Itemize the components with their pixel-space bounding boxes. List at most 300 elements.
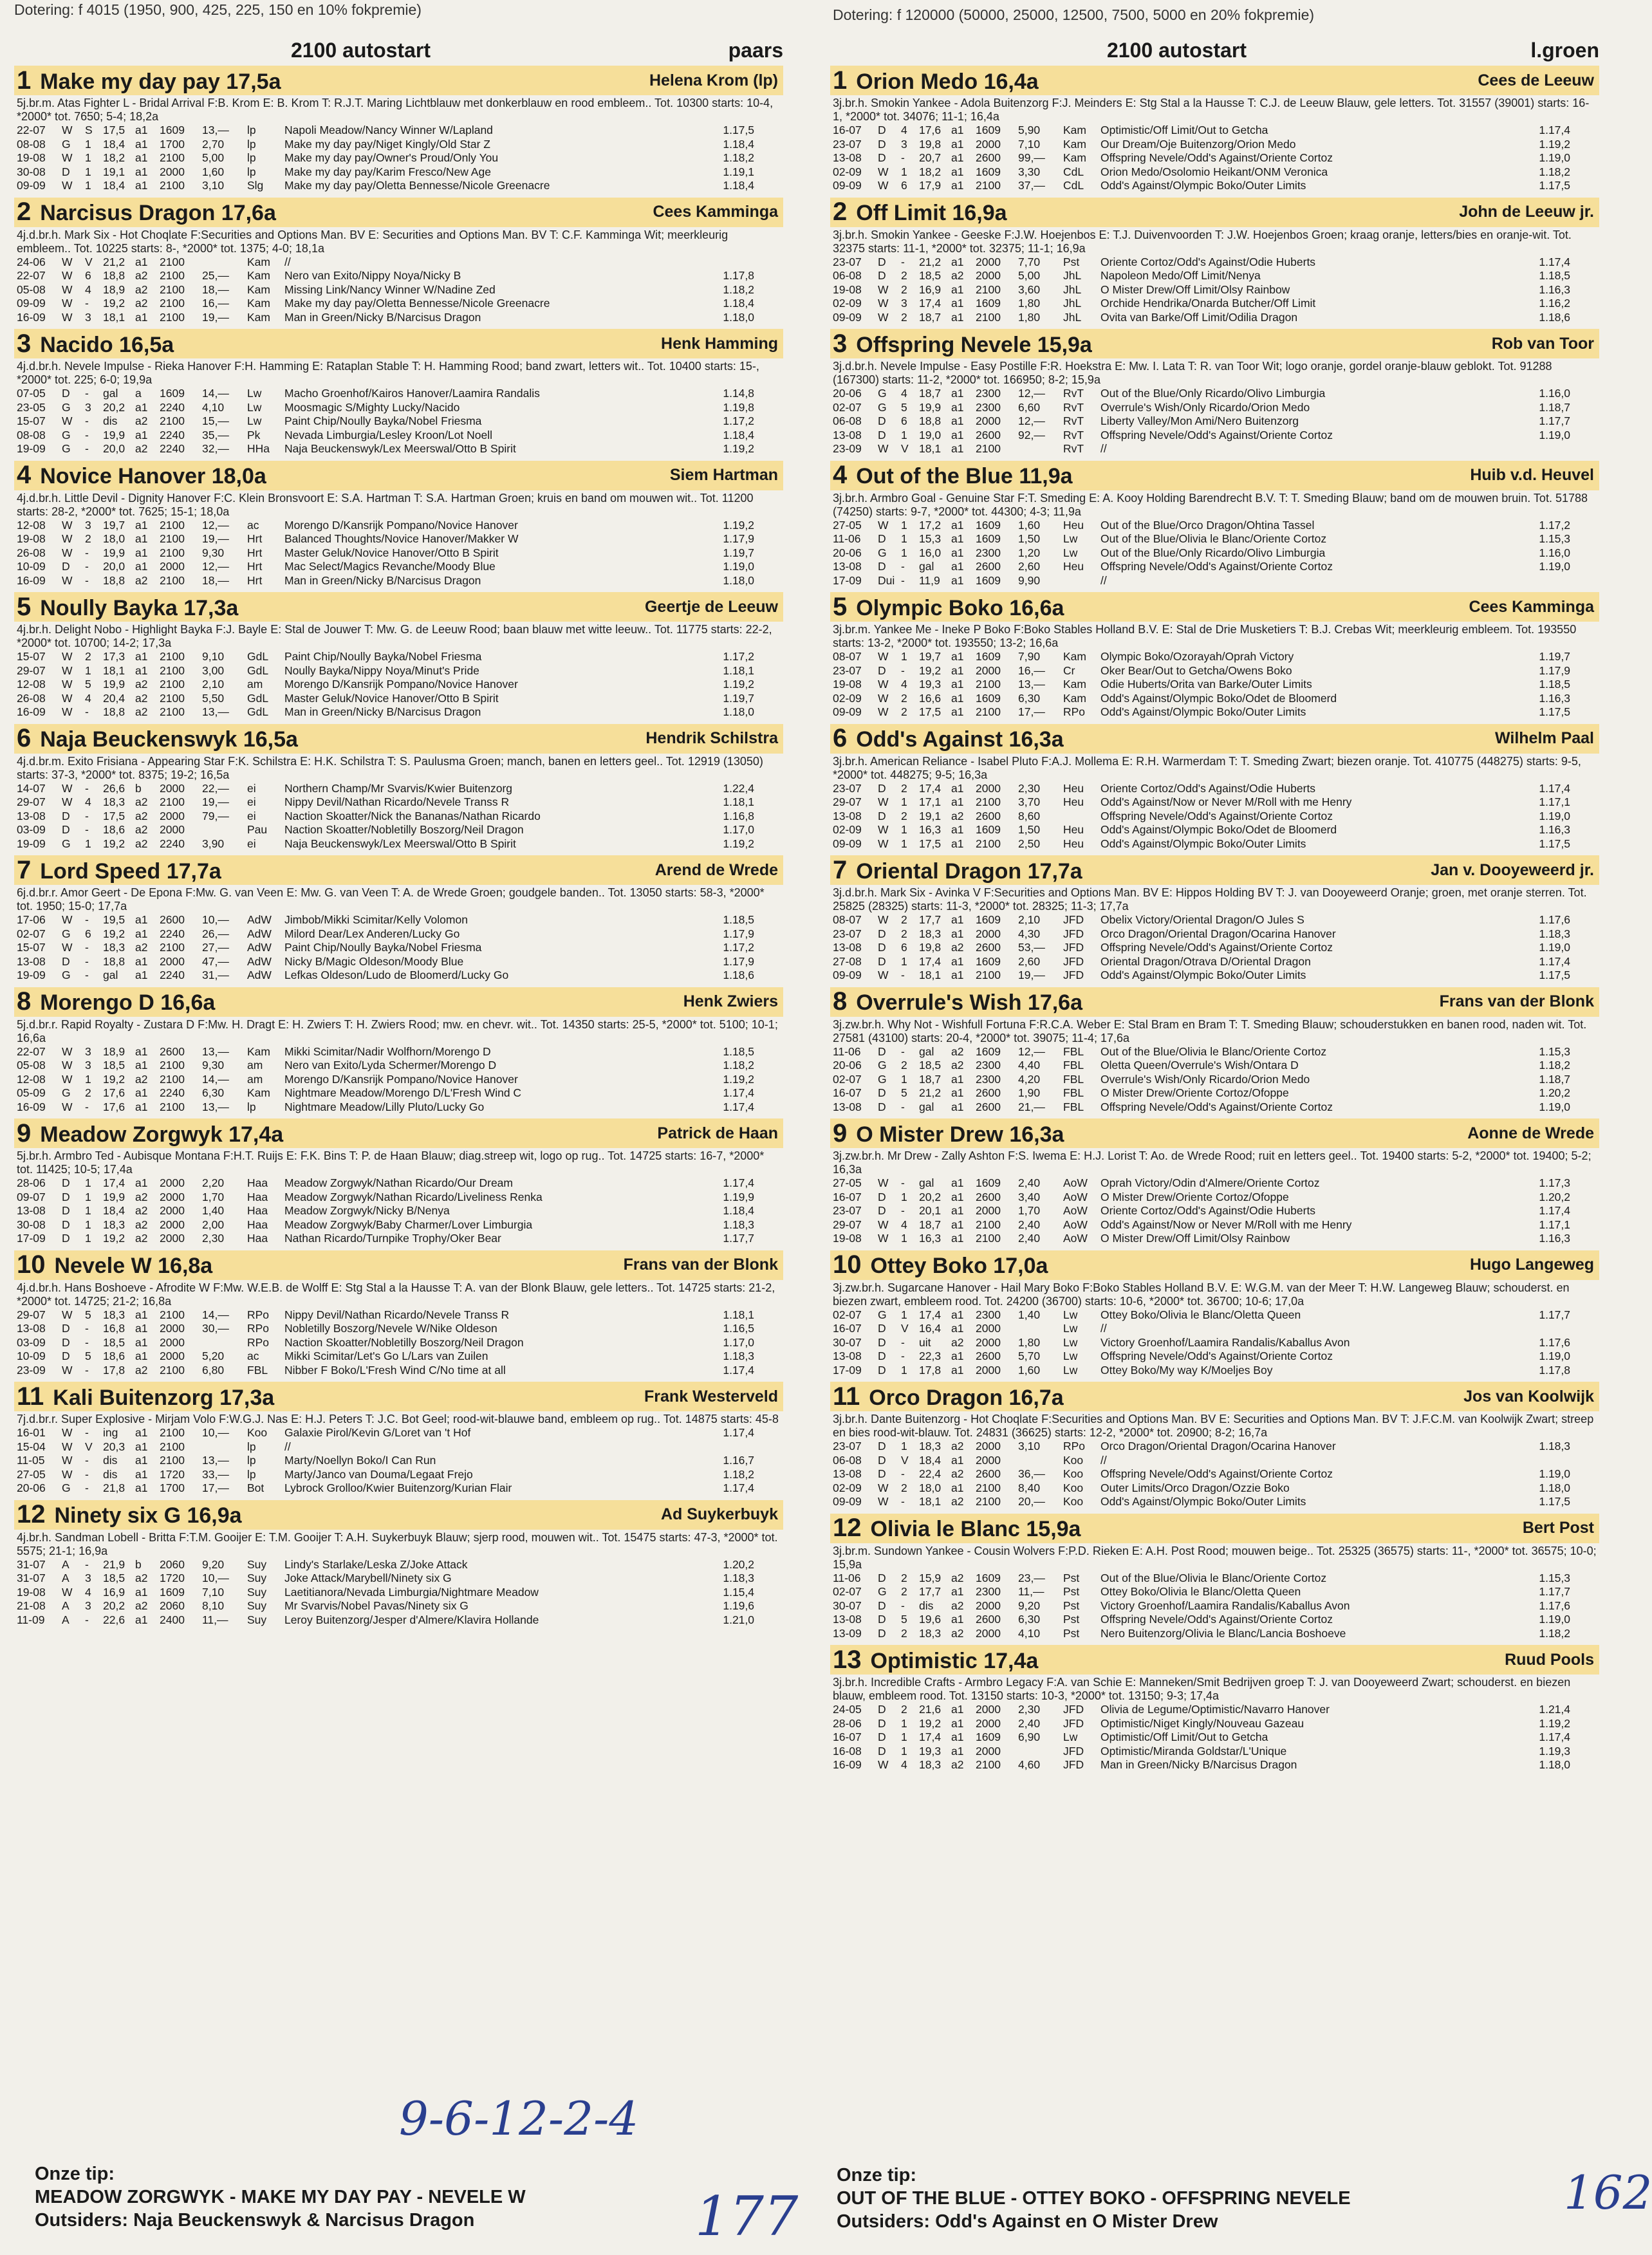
result-cell: AdW: [247, 969, 272, 981]
result-cell: 14-07: [17, 781, 46, 795]
result-cell: a1: [135, 1613, 148, 1626]
result-cell: Koo: [1063, 1495, 1084, 1508]
result-cell: 1.19,0: [1539, 809, 1570, 822]
result-cell: Kam: [247, 1086, 270, 1099]
result-cell: D: [878, 1599, 886, 1612]
horse-entry: [14, 1382, 783, 1496]
horse-number: 4: [17, 461, 32, 489]
horse-driver: John de Leeuw jr.: [1459, 203, 1594, 221]
result-cell: 2,60: [1018, 954, 1041, 968]
result-cell: 1.18,4: [723, 297, 754, 310]
horse-driver: Bert Post: [1522, 1519, 1594, 1537]
result-cell: G: [62, 137, 71, 151]
result-cell: 17,5: [103, 809, 125, 822]
result-cell: Koo: [1063, 1467, 1084, 1480]
result-cell: W: [878, 823, 889, 836]
result-cell: [202, 1440, 247, 1454]
result-cell: D: [62, 1335, 70, 1349]
result-cell: 18,3: [103, 1308, 125, 1321]
horse-header: [14, 1382, 783, 1411]
result-cell: Suy: [247, 1585, 267, 1599]
result-cell: 1609: [976, 124, 1001, 136]
result-cell: -: [901, 1350, 905, 1362]
result-cell: 2000: [160, 1176, 185, 1189]
result-cell: 11-06: [833, 1044, 861, 1058]
result-cell: D: [62, 1232, 70, 1245]
result-cell: 19,7: [919, 650, 942, 663]
result-cell: 2100: [160, 546, 185, 559]
result-row: [17, 574, 781, 588]
result-cell: a1: [951, 165, 964, 178]
result-cell: 4,60: [1018, 1758, 1041, 1771]
result-cell: Morengo D/Kansrijk Pompano/Novice Hanover: [284, 518, 518, 532]
result-cell: D: [878, 954, 886, 968]
result-cell: a1: [135, 255, 148, 268]
result-cell: 2000: [160, 809, 185, 822]
result-cell: RPo: [1063, 705, 1086, 718]
horse-entry: [14, 1250, 783, 1378]
result-cell: gal: [919, 560, 934, 573]
race-results: [830, 1176, 1599, 1246]
result-cell: 06-08: [833, 269, 862, 282]
result-row: [17, 1481, 781, 1496]
result-cell: 13,—: [202, 1044, 229, 1058]
horse-number: 2: [17, 198, 32, 226]
horse-pedigree: 3j.br.h. Incredible Crafts - Armbro Legacy F:A. van Schie E: Manneken/Smit Bedrijven groep T: J. van Dooyeweerd Zwart; schouderst. en biezen blauw, embleem rood. Tot. 13150 starts: 10-3, *2000* tot. 13150; 9-3; 17,4a: [833, 1676, 1571, 1702]
result-row: [17, 795, 781, 810]
result-cell: Hrt: [247, 532, 263, 545]
result-cell: a2: [135, 823, 148, 836]
result-cell: W: [62, 1044, 73, 1058]
result-cell: Out of the Blue/Only Ricardo/Olivo Limburgia: [1100, 387, 1326, 400]
result-cell: 1.17,4: [723, 1426, 754, 1439]
result-cell: W: [62, 678, 73, 691]
result-cell: D: [878, 1044, 886, 1058]
race-header: [14, 39, 783, 62]
result-row: [833, 1758, 1597, 1772]
result-cell: Laetitianora/Nevada Limburgia/Nightmare Meadow: [284, 1585, 539, 1599]
result-row: [833, 837, 1597, 851]
result-cell: 16-07: [833, 124, 862, 136]
result-cell: CdL: [1063, 165, 1084, 178]
result-cell: 19-09: [17, 442, 46, 455]
result-cell: a1: [135, 1308, 148, 1321]
result-cell: 28-06: [833, 1716, 862, 1730]
result-cell: a2: [951, 1758, 964, 1771]
result-cell: Kam: [1063, 678, 1086, 691]
result-cell: 2: [85, 532, 91, 545]
result-cell: 2000: [976, 1322, 1001, 1335]
result-cell: 1.18,2: [723, 1059, 754, 1072]
horse-name: [833, 1646, 1038, 1675]
result-cell: Pst: [1063, 1599, 1080, 1612]
result-cell: 09-09: [17, 179, 46, 192]
result-cell: D: [878, 1086, 886, 1099]
horse-entry: [14, 1500, 783, 1628]
result-cell: AoW: [1063, 1176, 1088, 1189]
horse-pedigree: 3j.br.h. American Reliance - Isabel Pluto F:A.J. Mollema E: R.H. Warmerdam T: T. Smeding Zwart; biezen oranje. Tot. 410775 (448275) starts: 9-5, *2000* tot. 448275; 9-5; 16,3a: [833, 754, 1581, 781]
result-cell: Odd's Against/Now or Never M/Roll with me Henry: [1100, 1218, 1352, 1231]
result-cell: Naja Beuckenswyk/Lex Meerswal/Otto B Spirit: [284, 837, 516, 850]
horse-name-text: Oriental Dragon 17,7a: [856, 858, 1082, 884]
result-cell: 26-08: [17, 546, 46, 559]
horse-name: [833, 1382, 1064, 1411]
result-cell: 19,9: [103, 678, 125, 691]
result-cell: -: [85, 1454, 89, 1467]
result-cell: Nero Buitenzorg/Olivia le Blanc/Lancia Boshoeve: [1100, 1626, 1346, 1640]
result-cell: 16,3: [919, 1232, 942, 1245]
result-cell: -: [85, 387, 89, 400]
result-cell: 9,30: [202, 1059, 225, 1072]
result-row: [833, 692, 1597, 706]
result-cell: 1.16,5: [723, 1322, 754, 1335]
result-cell: Lw: [1063, 1731, 1078, 1743]
result-cell: a1: [951, 1232, 964, 1245]
horse-pedigree: 5j.br.m. Atas Fighter L - Bridal Arrival F:B. Krom E: B. Krom T: R.J.T. Maring Lichtblauw met donkerblauw en rood embleem.. Tot. 10300 starts: 10-4, *2000* tot. 7650; 5-4; 18,2a: [17, 97, 774, 123]
horse-number: 12: [17, 1500, 46, 1528]
result-cell: 2100: [976, 1481, 1001, 1494]
result-row: [17, 1350, 781, 1364]
result-cell: Joke Attack/Marybell/Ninety six G: [284, 1572, 452, 1584]
result-cell: a1: [951, 283, 964, 296]
result-cell: 23-07: [833, 927, 862, 940]
result-cell: 36,—: [1018, 1467, 1045, 1480]
horse-name: [833, 1119, 1064, 1148]
result-cell: Nevada Limburgia/Lesley Kroon/Lot Noell: [284, 428, 492, 441]
horse-name: [17, 461, 266, 490]
result-cell: 1.17,6: [1539, 913, 1570, 926]
result-cell: 1.17,1: [1539, 1218, 1570, 1231]
result-cell: Leroy Buitenzorg/Jesper d'Almere/Klavira Hollande: [284, 1613, 539, 1626]
result-cell: 18,6: [103, 1350, 125, 1362]
result-cell: 1: [901, 1072, 907, 1086]
result-cell: 3: [85, 518, 91, 532]
result-cell: JFD: [1063, 927, 1084, 940]
result-cell: 7,10: [1018, 137, 1041, 151]
result-cell: 13-09: [833, 1626, 862, 1640]
result-cell: 2000: [976, 1716, 1001, 1730]
horse-number: 4: [833, 461, 848, 489]
result-cell: a2: [135, 1572, 148, 1584]
result-cell: Haa: [247, 1218, 268, 1231]
result-cell: D: [878, 1322, 886, 1335]
result-cell: -: [85, 1322, 89, 1335]
result-cell: a1: [951, 546, 964, 559]
result-cell: a1: [135, 124, 148, 136]
result-cell: Ottey Boko/Olivia le Blanc/Oletta Queen: [1100, 1308, 1301, 1321]
result-cell: am: [247, 1059, 263, 1072]
result-cell: -: [85, 1557, 89, 1571]
result-cell: a1: [135, 1467, 148, 1481]
result-cell: 2100: [160, 297, 185, 310]
result-cell: a2: [135, 1204, 148, 1217]
result-row: [833, 650, 1597, 664]
result-cell: 18,5: [919, 1059, 942, 1072]
horse-number: 3: [833, 329, 848, 358]
result-row: [17, 1100, 781, 1115]
result-cell: W: [878, 1758, 889, 1771]
result-row: [833, 927, 1597, 942]
result-cell: D: [62, 1350, 70, 1362]
result-cell: Meadow Zorgwyk/Baby Charmer/Lover Limburgia: [284, 1218, 533, 1231]
result-cell: 18,9: [103, 283, 125, 296]
result-cell: 31-07: [17, 1557, 46, 1571]
result-row: [833, 414, 1597, 429]
result-cell: 1.17,7: [1539, 414, 1570, 427]
result-cell: 1609: [160, 124, 185, 136]
result-cell: [1063, 574, 1100, 588]
result-cell: 30-08: [17, 1218, 46, 1231]
result-cell: 18,—: [202, 573, 229, 587]
result-row: [833, 560, 1597, 574]
result-cell: 29-07: [17, 795, 46, 808]
result-cell: 1,20: [1018, 546, 1041, 559]
horse-name: [17, 987, 215, 1016]
horse-name-text: Olympic Boko 16,6a: [856, 595, 1064, 620]
result-cell: 1.18,2: [1539, 1059, 1570, 1072]
result-row: [833, 913, 1597, 927]
result-cell: 2100: [976, 1218, 1001, 1231]
result-cell: [1018, 1322, 1063, 1336]
result-cell: -: [85, 428, 89, 441]
result-cell: 4: [901, 1218, 907, 1231]
result-row: [17, 955, 781, 969]
race-color: l.groen: [1530, 38, 1599, 62]
result-cell: 26,6: [103, 781, 125, 795]
horse-name-text: Ottey Boko 17,0a: [870, 1254, 1048, 1278]
result-cell: a1: [951, 678, 964, 691]
horse-header: [14, 66, 783, 95]
result-row: [833, 1218, 1597, 1232]
result-row: [833, 574, 1597, 588]
result-cell: Odd's Against/Olympic Boko/Outer Limits: [1100, 969, 1306, 981]
result-cell: O Mister Drew/Oriente Cortoz/Ofoppe: [1100, 1190, 1289, 1203]
result-row: [17, 297, 781, 311]
result-cell: 22,6: [103, 1613, 125, 1626]
result-cell: FBL: [247, 1363, 268, 1377]
result-row: [833, 955, 1597, 969]
result-cell: 10,—: [202, 913, 229, 926]
result-row: [17, 705, 781, 719]
horse-name-text: Lord Speed 17,7a: [40, 858, 221, 884]
result-cell: Orco Dragon/Oriental Dragon/Ocarina Hanover: [1100, 927, 1336, 940]
result-cell: 1.19,2: [723, 1072, 754, 1086]
result-row: [17, 560, 781, 574]
result-cell: Lw: [247, 414, 262, 427]
result-cell: D: [62, 1176, 70, 1189]
result-cell: Obelix Victory/Oriental Dragon/O Jules S: [1100, 913, 1304, 926]
result-cell: 2100: [160, 151, 185, 164]
result-cell: 2600: [976, 151, 1001, 164]
result-row: [17, 1086, 781, 1100]
result-cell: 10,—: [202, 1426, 229, 1439]
result-cell: Cr: [1063, 664, 1075, 677]
result-cell: 2,40: [1018, 1232, 1041, 1245]
result-cell: 9,30: [202, 546, 225, 559]
result-cell: 22-07: [17, 124, 46, 136]
horse-entry: [830, 1645, 1599, 1772]
result-cell: W: [62, 310, 73, 324]
race-results: [830, 1045, 1599, 1115]
result-cell: 2: [901, 310, 907, 324]
result-cell: 17,6: [919, 124, 942, 136]
result-cell: Lefkas Oldeson/Ludo de Bloomerd/Lucky Go: [284, 969, 509, 981]
result-cell: a1: [951, 1731, 964, 1743]
result-cell: 1: [85, 1218, 91, 1231]
result-cell: Nightmare Meadow/Morengo D/L'Fresh Wind C: [284, 1086, 522, 1099]
horse-pedigree: 4j.d.br.h. Hans Boshoeve - Afrodite W F:Mw. W.E.B. de Wolff E: Stg Stal a la Hausse T: A. van der Blonk Blauw, gele letters.. Tot. 14725 starts: 21-2, *2000* tot. 14725; 21-2; 16,8a: [17, 1281, 775, 1308]
result-cell: 1.18,0: [1539, 1758, 1570, 1771]
result-cell: 53,—: [1018, 941, 1045, 954]
result-cell: 1: [901, 532, 907, 545]
result-cell: lp: [247, 1100, 256, 1113]
result-cell: -: [901, 1100, 905, 1113]
result-row: [17, 664, 781, 678]
result-row: [17, 1218, 781, 1232]
result-cell: 2600: [976, 1190, 1001, 1203]
result-cell: a1: [135, 1440, 148, 1453]
result-cell: 35,—: [202, 428, 229, 441]
result-cell: 2060: [160, 1557, 185, 1571]
result-row: [833, 1599, 1597, 1613]
result-cell: Nobletilly Boszorg/Nevele W/Nike Oldeson: [284, 1322, 497, 1335]
result-cell: V: [901, 1453, 909, 1467]
result-cell: 1.19,2: [723, 442, 754, 455]
result-cell: 1.17,6: [1539, 1599, 1570, 1612]
result-cell: Liberty Valley/Mon Ami/Nero Buitenzorg: [1100, 414, 1299, 427]
result-cell: S: [85, 124, 93, 136]
result-cell: 19,2: [103, 1072, 125, 1086]
result-cell: W: [62, 414, 73, 427]
result-cell: a2: [951, 1626, 964, 1640]
horse-entry: [830, 198, 1599, 325]
result-cell: a1: [135, 400, 148, 414]
result-cell: 18,1: [103, 310, 125, 324]
result-cell: 1,60: [1018, 518, 1041, 532]
horse-header: [14, 724, 783, 754]
result-cell: Heu: [1063, 795, 1084, 808]
result-cell: W: [62, 1585, 73, 1599]
result-cell: Jimbob/Mikki Scimitar/Kelly Volomon: [284, 913, 468, 926]
result-cell: Macho Groenhof/Kairos Hanover/Laamira Randalis: [284, 387, 540, 400]
result-cell: 2600: [976, 1613, 1001, 1626]
result-cell: W: [62, 297, 73, 310]
result-cell: Optimistic/Miranda Goldstar/L'Unique: [1100, 1744, 1287, 1758]
result-cell: Ovita van Barke/Off Limit/Odilia Dragon: [1100, 310, 1298, 324]
horse-name-text: Off Limit 16,9a: [856, 201, 1007, 225]
result-cell: dis: [103, 1467, 118, 1481]
result-cell: 5: [901, 400, 907, 414]
result-cell: 1.17,2: [723, 414, 754, 427]
result-cell: Haa: [247, 1204, 268, 1217]
result-cell: 13,—: [202, 124, 229, 136]
result-cell: 19,5: [103, 913, 125, 926]
result-cell: 19,—: [1018, 969, 1045, 981]
result-cell: D: [878, 1731, 886, 1743]
race-results: [14, 1176, 783, 1246]
result-cell: 1.16,3: [1539, 1232, 1570, 1245]
result-cell: D: [878, 941, 886, 954]
result-cell: a2: [951, 1440, 964, 1452]
result-row: [17, 151, 781, 165]
result-cell: 2,40: [1018, 1218, 1041, 1231]
result-cell: Nippy Devil/Nathan Ricardo/Nevele Transs R: [284, 1308, 510, 1321]
race-right-column: [830, 39, 1599, 1777]
result-cell: 1.18,5: [723, 1044, 754, 1058]
result-cell: 3,60: [1018, 283, 1041, 296]
result-cell: a1: [951, 969, 964, 981]
result-cell: 03-09: [17, 1335, 46, 1349]
result-cell: 12,—: [202, 518, 229, 532]
result-cell: Lw: [1063, 1335, 1078, 1349]
result-cell: 1: [901, 1363, 907, 1377]
result-cell: 1: [85, 137, 91, 151]
horse-header: [14, 198, 783, 227]
result-cell: ei: [247, 795, 256, 808]
result-cell: 17-06: [17, 913, 46, 926]
result-cell: 02-09: [833, 691, 862, 705]
result-cell: -: [901, 1467, 905, 1480]
result-cell: a1: [135, 165, 148, 178]
result-cell: 2000: [160, 823, 185, 836]
result-cell: 23-09: [17, 1363, 46, 1377]
result-cell: 1.17,5: [1539, 179, 1570, 192]
result-cell: 1.19,6: [723, 1599, 754, 1612]
result-cell: 20-06: [833, 1059, 862, 1072]
result-cell: Nero van Exito/Nippy Noya/Nicky B: [284, 269, 461, 282]
result-cell: Suy: [247, 1613, 267, 1626]
result-cell: dis: [103, 1454, 118, 1467]
horse-entry: [830, 724, 1599, 851]
result-cell: 1.17,2: [723, 941, 754, 954]
result-cell: G: [62, 1481, 71, 1494]
result-cell: 1.17,6: [1539, 1335, 1570, 1349]
result-cell: 30-07: [833, 1599, 862, 1612]
result-cell: D: [878, 1716, 886, 1730]
result-cell: 13,—: [1018, 678, 1045, 691]
result-cell: 17,4: [919, 1308, 942, 1321]
result-cell: 2100: [160, 664, 185, 677]
result-cell: 2: [901, 1703, 907, 1716]
result-cell: 1.17,4: [1539, 781, 1570, 795]
result-cell: 1,90: [1018, 1086, 1041, 1099]
result-cell: W: [62, 573, 73, 587]
result-cell: 19-08: [833, 1232, 862, 1245]
race-results: [830, 1308, 1599, 1378]
result-cell: a1: [951, 1176, 964, 1189]
result-cell: 16,0: [919, 546, 942, 559]
result-cell: 2: [901, 1626, 907, 1640]
result-cell: 6: [901, 414, 907, 427]
result-cell: 18,7: [919, 310, 942, 324]
result-cell: 4: [85, 283, 91, 296]
result-cell: 3: [85, 310, 91, 324]
race-results: [830, 255, 1599, 325]
result-row: [17, 442, 781, 456]
result-cell: 2100: [160, 1454, 185, 1467]
result-row: [17, 519, 781, 533]
horse-pedigree: 4j.d.br.m. Exito Frisiana - Appearing Star F:K. Schilstra E: H.K. Schilstra T: S. Paulusma Groen; manch, banen en letters geel.. Tot. 12919 (13050) starts: 37-3, *2000* tot. 8375; 19-2; 16,5a: [17, 754, 763, 781]
result-cell: Morengo D/Kansrijk Pompano/Novice Hanover: [284, 1072, 518, 1086]
result-cell: 18,0: [919, 1481, 942, 1494]
result-row: [17, 1059, 781, 1073]
horse-pedigree: 4j.br.h. Delight Nobo - Highlight Bayka F:J. Bayle E: Stal de Jouwer T: Mw. G. de Leeuw Rood; baan blauw met witte leeuw.. Tot. 11775 starts: 22-2, *2000* tot. 10700; 14-2; 17,3a: [17, 623, 772, 649]
result-cell: 2000: [160, 1204, 185, 1217]
horse-header: [14, 1118, 783, 1148]
result-cell: 2600: [976, 1100, 1001, 1113]
result-cell: W: [62, 179, 73, 192]
result-cell: Offspring Nevele/Odd's Against/Oriente Cortoz: [1100, 428, 1333, 441]
